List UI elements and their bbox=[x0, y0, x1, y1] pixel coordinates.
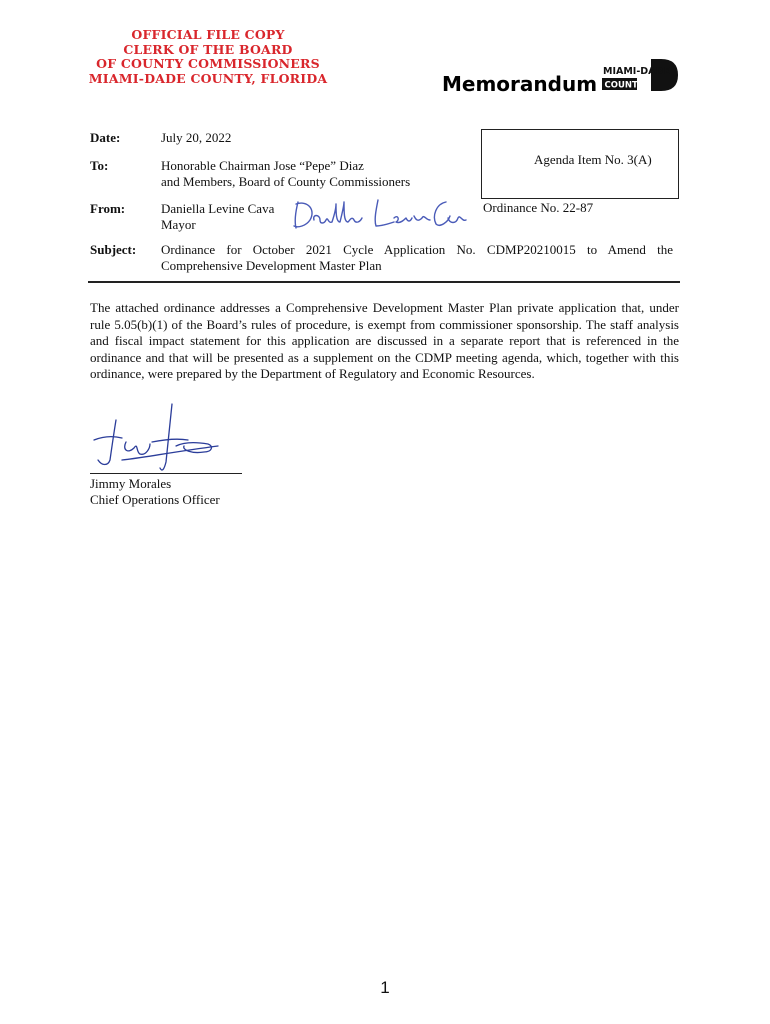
date-label: Date: bbox=[90, 130, 121, 145]
signer-title: Chief Operations Officer bbox=[90, 492, 220, 507]
official-file-copy-stamp bbox=[88, 28, 328, 86]
miami-dade-county-logo bbox=[601, 57, 679, 93]
ordinance-number: Ordinance No. 22-87 bbox=[483, 200, 594, 215]
stamp-line-1: OFFICIAL FILE COPY bbox=[131, 27, 285, 42]
from-name: Daniella Levine Cava bbox=[161, 201, 275, 216]
to-recipient-line-2: and Members, Board of County Commissioners bbox=[161, 174, 411, 189]
signer-name: Jimmy Morales bbox=[90, 476, 172, 491]
stamp-line-2: CLERK OF THE BOARD bbox=[123, 41, 293, 57]
subject-text: Ordinance for October 2021 Cycle Application No. CDMP20210015 to Amend the Comprehensive Development Master Plan bbox=[161, 242, 673, 273]
coo-signature bbox=[92, 402, 224, 474]
stamp-line-4: MIAMI-DADE COUNTY, FLORIDA bbox=[88, 70, 328, 86]
from-label: From: bbox=[90, 201, 126, 216]
signature-line bbox=[90, 473, 242, 474]
logo-text-miami-dade: MIAMI-DADE bbox=[603, 66, 670, 77]
header-divider bbox=[88, 281, 680, 283]
to-label: To: bbox=[90, 158, 109, 173]
body-paragraph: The attached ordinance addresses a Comprehensive Development Master Plan private application that, under rule 5.05(b)(1) of the Board’s rules of procedure, is exempt from commissioner sponsorship. The staff analysis and fiscal impact statement for this application are discussed in a separate report that is referenced in the ordinance and that will be presented as a supplement on the CDMP meeting agenda, which, together with this ordinance, were prepared by the Department of Regulatory and Economic Resources. bbox=[90, 300, 679, 381]
logo-text-county: COUNTY bbox=[604, 80, 644, 91]
stamp-line-3: OF COUNTY COMMISSIONERS bbox=[96, 56, 320, 71]
from-title: Mayor bbox=[161, 217, 196, 232]
page-number: 1 bbox=[380, 978, 390, 997]
subject-label: Subject: bbox=[90, 242, 137, 257]
agenda-item-number: Agenda Item No. 3(A) bbox=[534, 152, 652, 167]
mayor-signature bbox=[290, 196, 470, 236]
date-value: July 20, 2022 bbox=[161, 130, 232, 145]
memorandum-title: Memorandum bbox=[442, 72, 598, 96]
to-recipient-line-1: Honorable Chairman Jose “Pepe” Diaz bbox=[161, 158, 364, 173]
